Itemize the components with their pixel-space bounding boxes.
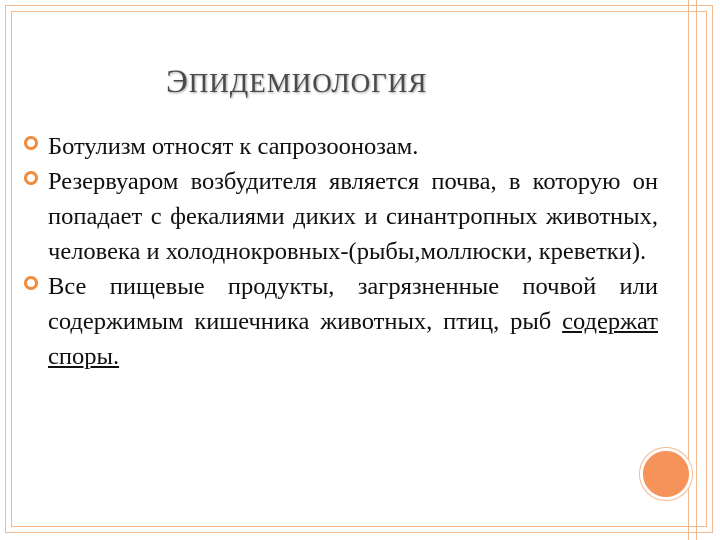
slide-title <box>166 64 427 101</box>
vertical-rule-left <box>688 0 689 540</box>
slide-title-rest: ПИДЕМИОЛОГИЯ <box>188 68 428 98</box>
bullet-text-3: Все пищевые продукты, загрязненные почвой или содержимым кишечника животных, птиц, рыб <box>48 273 658 335</box>
bullet-item-2 <box>22 164 658 269</box>
bullet-item-3 <box>22 269 658 374</box>
slide-title-initial: Э <box>166 64 189 100</box>
bullet-text-3-underlined: содержат споры. <box>48 308 658 370</box>
bullet-text-1: Ботулизм относят к сапрозоонозам. <box>48 133 419 160</box>
vertical-rule-right <box>696 0 697 540</box>
decorative-circle <box>640 448 692 500</box>
bullet-ring-icon <box>24 136 38 150</box>
slide-body <box>22 129 658 374</box>
bullet-text-2: Резервуаром возбудителя является почва, в которую он попадает с фекалиями диких и синантропных животных, человека и холоднокровных-(рыбы,моллюски, креветки). <box>48 168 658 265</box>
bullet-ring-icon <box>24 276 38 290</box>
bullet-item-1 <box>22 129 658 164</box>
bullet-ring-icon <box>24 171 38 185</box>
